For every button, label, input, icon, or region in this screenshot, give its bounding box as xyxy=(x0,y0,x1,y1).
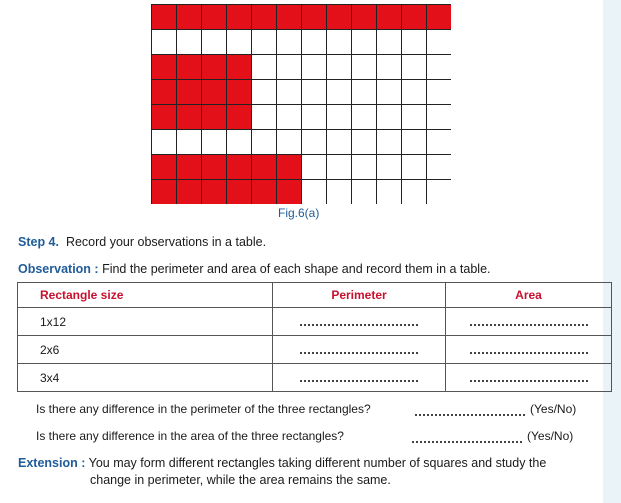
grid-cell-empty xyxy=(327,30,352,55)
grid-cell-empty xyxy=(277,130,302,155)
question-area xyxy=(36,429,344,443)
grid-cell-empty xyxy=(327,130,352,155)
header-rectangle-size: Rectangle size xyxy=(18,283,273,308)
grid-cell-empty xyxy=(302,55,327,80)
grid-cell-empty xyxy=(252,80,277,105)
grid-cell-empty xyxy=(427,55,452,80)
grid-cell-filled xyxy=(377,5,402,30)
table-row xyxy=(18,308,612,336)
grid-cell-empty xyxy=(152,130,177,155)
grid-cell-empty xyxy=(277,80,302,105)
extension-line-1: You may form different rectangles taking different number of squares and study the xyxy=(88,456,547,470)
table-row xyxy=(18,336,612,364)
grid-cell-empty xyxy=(402,55,427,80)
grid-cell-filled xyxy=(352,5,377,30)
grid-cell-filled xyxy=(152,105,177,130)
grid-cell-filled xyxy=(202,105,227,130)
grid-cell-empty xyxy=(377,105,402,130)
area-blank[interactable] xyxy=(446,364,612,392)
grid-cell-empty xyxy=(352,55,377,80)
grid-cell-filled xyxy=(402,5,427,30)
grid-cell-filled xyxy=(177,80,202,105)
grid-cell-empty xyxy=(302,105,327,130)
grid-cell-empty xyxy=(302,80,327,105)
answer-blank-area[interactable] xyxy=(412,429,522,443)
grid-cell-empty xyxy=(177,30,202,55)
step-label: Step 4. xyxy=(18,235,59,249)
grid-cell-empty xyxy=(377,55,402,80)
grid-cell-empty xyxy=(402,30,427,55)
grid-cell-empty xyxy=(252,55,277,80)
grid-cell-empty xyxy=(327,55,352,80)
grid-cell-empty xyxy=(202,130,227,155)
observation-table xyxy=(17,282,612,392)
step-4 xyxy=(18,235,266,249)
grid-cell-empty xyxy=(402,80,427,105)
grid-cell-empty xyxy=(277,55,302,80)
grid-cell-filled xyxy=(202,180,227,205)
step-text: Record your observations in a table. xyxy=(65,235,267,249)
grid-cell-filled xyxy=(227,80,252,105)
extension xyxy=(18,455,598,489)
grid-cell-empty xyxy=(252,130,277,155)
question-text: Is there any difference in the area of the three rectangles? xyxy=(36,429,344,443)
extension-label: Extension : xyxy=(18,456,86,470)
grid-cell-empty xyxy=(402,130,427,155)
grid-cell-filled xyxy=(302,5,327,30)
area-blank[interactable] xyxy=(446,336,612,364)
grid-cell-filled xyxy=(202,80,227,105)
grid-cell-filled xyxy=(152,5,177,30)
grid-cell-filled xyxy=(152,180,177,205)
answer-options: (Yes/No) xyxy=(527,429,574,443)
grid-cell-filled xyxy=(227,180,252,205)
area-blank[interactable] xyxy=(446,308,612,336)
grid-cell-filled xyxy=(152,80,177,105)
row-size: 1x12 xyxy=(18,308,273,336)
grid-cell-empty xyxy=(327,80,352,105)
grid-cell-filled xyxy=(227,105,252,130)
observation-label: Observation : xyxy=(18,262,99,276)
question-text: Is there any difference in the perimeter of the three rectangles? xyxy=(36,402,371,416)
grid-cell-empty xyxy=(427,130,452,155)
grid-cell-empty xyxy=(377,130,402,155)
row-size: 3x4 xyxy=(18,364,273,392)
figure-caption: Fig.6(a) xyxy=(278,206,320,220)
grid-cell-filled xyxy=(327,5,352,30)
page-margin-strip xyxy=(603,0,621,503)
grid-cell-filled xyxy=(177,5,202,30)
grid-cell-empty xyxy=(152,30,177,55)
grid-cell-filled xyxy=(177,105,202,130)
perimeter-blank[interactable] xyxy=(273,364,446,392)
grid-cell-empty xyxy=(377,30,402,55)
grid-cell-empty xyxy=(402,180,427,205)
answer-options: (Yes/No) xyxy=(530,402,577,416)
grid-cell-filled xyxy=(177,180,202,205)
row-size: 2x6 xyxy=(18,336,273,364)
grid-cell-empty xyxy=(302,155,327,180)
grid-cell-filled xyxy=(177,55,202,80)
perimeter-blank[interactable] xyxy=(273,336,446,364)
grid-cell-empty xyxy=(352,155,377,180)
grid-cell-empty xyxy=(377,80,402,105)
grid-cell-filled xyxy=(427,5,452,30)
grid-cell-empty xyxy=(252,105,277,130)
grid-cell-empty xyxy=(352,30,377,55)
grid-cell-empty xyxy=(202,30,227,55)
grid-cell-empty xyxy=(427,30,452,55)
grid-cell-filled xyxy=(202,155,227,180)
grid-cell-empty xyxy=(252,30,277,55)
header-perimeter: Perimeter xyxy=(273,283,446,308)
grid-cell-filled xyxy=(152,55,177,80)
header-area: Area xyxy=(446,283,612,308)
grid-cell-filled xyxy=(277,5,302,30)
perimeter-blank[interactable] xyxy=(273,308,446,336)
grid-cell-empty xyxy=(427,155,452,180)
table-row xyxy=(18,364,612,392)
grid-cell-filled xyxy=(227,155,252,180)
grid-cell-empty xyxy=(327,155,352,180)
grid-cell-filled xyxy=(202,5,227,30)
grid-cell-filled xyxy=(227,5,252,30)
grid-cell-empty xyxy=(302,130,327,155)
question-perimeter xyxy=(36,402,371,416)
grid-cell-filled xyxy=(202,55,227,80)
grid-cell-empty xyxy=(352,130,377,155)
answer-blank-perimeter[interactable] xyxy=(415,402,525,416)
grid-cell-filled xyxy=(152,155,177,180)
grid-cell-empty xyxy=(352,180,377,205)
grid-cell-empty xyxy=(377,180,402,205)
grid-cell-empty xyxy=(227,130,252,155)
grid-cell-filled xyxy=(252,5,277,30)
grid-cell-empty xyxy=(352,80,377,105)
grid-cell-filled xyxy=(252,155,277,180)
grid-cell-empty xyxy=(302,180,327,205)
grid-cell-empty xyxy=(427,80,452,105)
grid-cell-empty xyxy=(177,130,202,155)
grid-cell-empty xyxy=(327,180,352,205)
grid-cell-filled xyxy=(177,155,202,180)
observation xyxy=(18,262,491,276)
grid-cell-empty xyxy=(402,105,427,130)
grid-cell-empty xyxy=(327,105,352,130)
grid-cell-empty xyxy=(427,180,452,205)
grid-cell-empty xyxy=(302,30,327,55)
grid-cell-empty xyxy=(277,30,302,55)
grid-cell-filled xyxy=(227,55,252,80)
grid-cell-empty xyxy=(277,105,302,130)
grid-cell-empty xyxy=(352,105,377,130)
grid-cell-empty xyxy=(227,30,252,55)
extension-line-2: change in perimeter, while the area remains the same. xyxy=(90,473,391,487)
grid-cell-empty xyxy=(402,155,427,180)
grid-cell-empty xyxy=(427,105,452,130)
observation-text: Find the perimeter and area of each shape and record them in a table. xyxy=(102,262,491,276)
grid-figure xyxy=(151,4,451,204)
grid-cell-empty xyxy=(377,155,402,180)
grid-cell-filled xyxy=(277,155,302,180)
grid-cell-filled xyxy=(252,180,277,205)
table-header-row xyxy=(18,283,612,308)
grid-cell-filled xyxy=(277,180,302,205)
